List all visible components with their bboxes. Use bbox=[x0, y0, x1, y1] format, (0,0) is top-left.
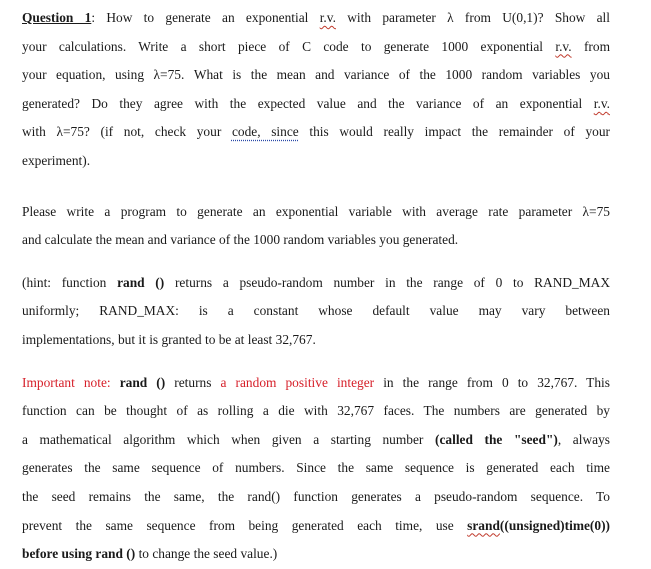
q1-line-5: with λ=75? (if not, check your code, since this would really impact the remainder of your bbox=[22, 124, 610, 140]
q1-line-1: Question 1: How to generate an exponential r.v. with parameter λ from U(0,1)? Show all bbox=[22, 10, 610, 25]
important-note-paragraph bbox=[22, 369, 610, 569]
hint-line-3: implementations, but it is granted to be at least 32,767. bbox=[22, 331, 316, 347]
document-page bbox=[22, 4, 610, 569]
note-line-5: the seed remains the same, the rand() function generates a pseudo-random sequence. To bbox=[22, 488, 610, 504]
note-line-7: before using rand () to change the seed value.) bbox=[22, 546, 278, 562]
p2-line-1: Please write a program to generate an exponential variable with average rate parameter λ=75 bbox=[22, 203, 610, 219]
q1-line-4: generated? Do they agree with the expected value and the variance of an exponential r.v. bbox=[22, 95, 610, 111]
q1-line-3: your equation, using λ=75. What is the mean and variance of the 1000 random variables you bbox=[22, 67, 610, 83]
note-line-3: a mathematical algorithm which when given a starting number (called the "seed"), always bbox=[22, 431, 610, 447]
p2-line-2: and calculate the mean and variance of the 1000 random variables you generated. bbox=[22, 232, 459, 248]
q1-line-2: your calculations. Write a short piece of C code to generate 1000 exponential r.v. from bbox=[22, 38, 610, 54]
hint-line-1: (hint: function rand () returns a pseudo-random number in the range of 0 to RAND_MAX bbox=[22, 274, 610, 290]
hint-paragraph bbox=[22, 269, 610, 355]
note-line-6: prevent the same sequence from being generated each time, use srand((unsigned)time(0)) bbox=[22, 517, 610, 533]
important-note-label: Important note: bbox=[22, 374, 111, 390]
note-line-1: Important note: rand () returns a random positive integer in the range from 0 to 32,767. This bbox=[22, 374, 610, 390]
note-line-2: function can be thought of as rolling a die with 32,767 faces. The numbers are generated by bbox=[22, 403, 610, 419]
question-1-paragraph bbox=[22, 4, 610, 176]
note-line-4: generates the same sequence of numbers. Since the same sequence is generated each time bbox=[22, 460, 610, 476]
question-label: Question 1 bbox=[22, 10, 92, 25]
hint-line-2: uniformly; RAND_MAX: is a constant whose default value may vary between bbox=[22, 303, 610, 319]
q1-line-6: experiment). bbox=[22, 152, 91, 168]
program-request-paragraph bbox=[22, 198, 610, 255]
